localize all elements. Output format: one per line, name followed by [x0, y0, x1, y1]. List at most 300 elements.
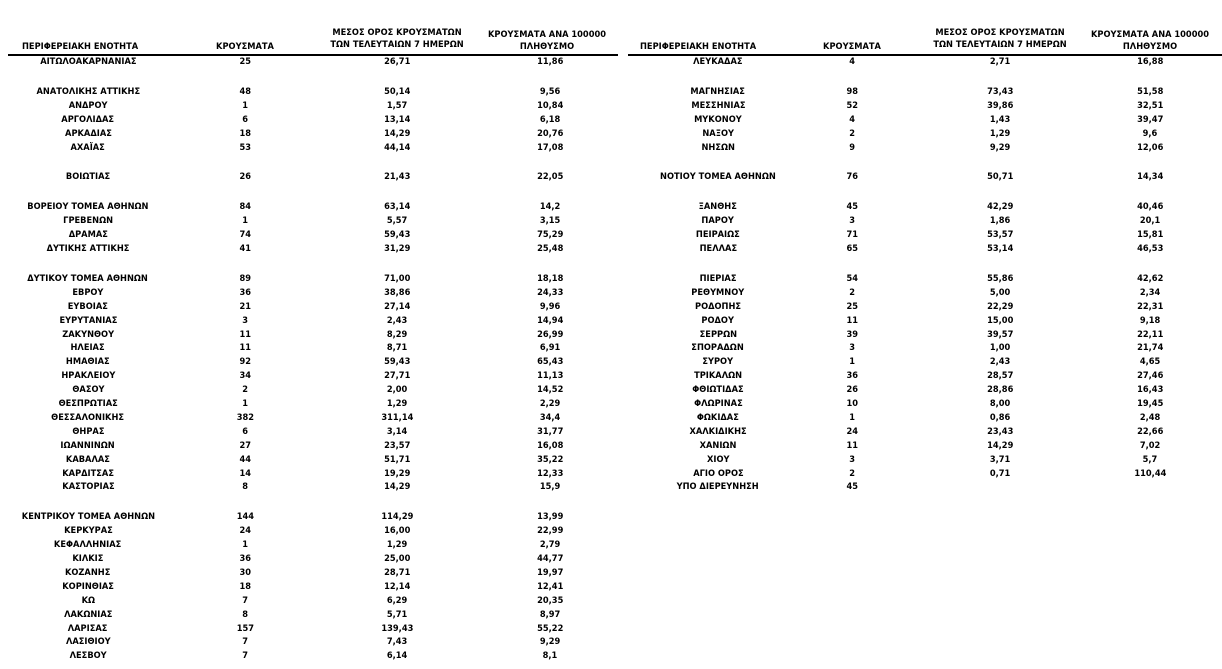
cases-value [205, 553, 285, 566]
avg-7day-value-text: 14,29 [383, 482, 411, 493]
cases-value-text: 2 [849, 128, 855, 139]
region-name-text: ΦΘΙΩΤΙΔΑΣ [692, 385, 744, 396]
table-row [0, 426, 1222, 439]
cases-value-text: 25 [239, 57, 251, 67]
per-100k-value-text: 26,99 [536, 329, 564, 340]
avg-7day-value-text: 28,71 [383, 567, 411, 578]
region-name-text: ΦΛΩΡΙΝΑΣ [693, 399, 743, 409]
per-100k-value-text: 32,51 [1136, 100, 1164, 111]
right-header-avg-line1: ΜΕΣΟΣ ΟΡΟΣ ΚΡΟΥΣΜΑΤΩΝ [935, 28, 1065, 38]
cases-value-text: 18 [239, 128, 251, 139]
cases-value-text: 98 [846, 86, 858, 97]
cases-value [812, 384, 892, 397]
avg-7day-value-text: 114,29 [381, 512, 413, 523]
cases-value-text: 24 [239, 526, 251, 537]
per-100k-value-text: 12,33 [536, 468, 564, 479]
avg-7day-value [920, 229, 1080, 242]
cases-value [812, 481, 892, 494]
left-header-per-line1: ΚΡΟΥΣΜΑΤΑ ΑΝΑ 100000 [488, 30, 606, 40]
region-name [8, 511, 168, 524]
cases-value [205, 525, 285, 538]
per-100k-value-text: 5,7 [1142, 454, 1158, 465]
per-100k-value [1090, 229, 1210, 242]
per-100k-value [490, 511, 610, 524]
per-100k-value [1090, 329, 1210, 342]
cases-value [812, 229, 892, 242]
avg-7day-value-text: 23,57 [383, 440, 411, 451]
cases-value [812, 215, 892, 228]
avg-7day-value [920, 56, 1080, 69]
region-name-text: ΝΟΤΙΟΥ ΤΟΜΕΑ ΑΘΗΝΩΝ [660, 172, 776, 183]
avg-7day-value-text: 1,43 [989, 114, 1011, 125]
region-name-text: ΚΟΡΙΝΘΙΑΣ [62, 581, 114, 592]
cases-value-text: 1 [242, 399, 248, 409]
per-100k-value-text: 9,96 [539, 301, 561, 312]
region-name [628, 114, 808, 127]
region-name-text: ΝΑΞΟΥ [702, 128, 734, 139]
avg-7day-value-text: 8,00 [989, 399, 1011, 409]
cases-value [205, 609, 285, 622]
per-100k-value-text: 22,66 [1136, 426, 1164, 437]
avg-7day-value-text: 6,14 [386, 651, 408, 662]
table-row [0, 229, 1222, 242]
avg-7day-value-text: 0,86 [989, 412, 1011, 423]
cases-value [812, 273, 892, 286]
avg-7day-value-text: 1,57 [386, 100, 408, 111]
per-100k-value [1090, 215, 1210, 228]
region-name [628, 342, 808, 355]
per-100k-value [1090, 301, 1210, 314]
region-name [628, 215, 808, 228]
per-100k-value [1090, 412, 1210, 425]
avg-7day-value-text: 27,14 [383, 301, 411, 312]
avg-7day-value-text: 8,71 [386, 343, 408, 354]
cases-value-text: 157 [236, 623, 254, 634]
region-name [628, 426, 808, 439]
region-name-text: ΛΑΣΙΘΙΟΥ [65, 637, 111, 648]
cases-value-text: 144 [236, 512, 254, 523]
per-100k-value-text: 20,76 [536, 128, 564, 139]
avg-7day-value-text: 1,29 [386, 399, 408, 409]
region-name-text: ΜΕΣΣΗΝΙΑΣ [690, 100, 746, 111]
per-100k-value-text: 22,05 [536, 172, 564, 183]
region-name [8, 623, 168, 636]
cases-value-text: 65 [846, 244, 858, 254]
cases-value-text: 54 [846, 273, 858, 284]
cases-value-text: 7 [242, 637, 248, 648]
region-name-text: ΧΙΟΥ [706, 454, 730, 465]
per-100k-value [1090, 426, 1210, 439]
per-100k-value-text: 11,13 [536, 371, 564, 382]
per-100k-value-text: 39,47 [1136, 114, 1164, 125]
avg-7day-value-text: 2,43 [386, 315, 408, 326]
per-100k-value-text: 55,22 [536, 623, 564, 634]
region-name [8, 581, 168, 594]
region-name [628, 100, 808, 113]
per-100k-value-text: 9,56 [539, 86, 561, 97]
avg-7day-value-text: 311,14 [381, 412, 413, 423]
region-name-text: ΠΕΙΡΑΙΩΣ [696, 230, 740, 241]
cases-value [812, 370, 892, 383]
left-header-cases: ΚΡΟΥΣΜΑΤΑ [216, 42, 274, 52]
cases-value-text: 36 [239, 554, 251, 564]
region-name-text: ΛΕΥΚΑΔΑΣ [693, 57, 743, 67]
table-row [0, 398, 1222, 411]
per-100k-value [1090, 86, 1210, 99]
table-row [0, 440, 1222, 453]
region-name-text: ΠΕΛΛΑΣ [699, 244, 737, 254]
region-name-text: ΤΡΙΚΑΛΩΝ [693, 371, 742, 382]
table-row [0, 315, 1222, 328]
table-row [0, 511, 1222, 524]
per-100k-value [1090, 273, 1210, 286]
region-name-text: ΣΠΟΡΑΔΩΝ [691, 343, 745, 354]
avg-7day-value [920, 128, 1080, 141]
right-header-per-line2: ΠΛΗΘΥΣΜΟ [1122, 42, 1178, 52]
cases-value [205, 581, 285, 594]
cases-value-text: 2 [849, 287, 855, 298]
table-row [0, 56, 1222, 69]
region-name [8, 650, 168, 663]
region-name [628, 56, 808, 69]
per-100k-value-text: 9,6 [1142, 128, 1158, 139]
region-name-text: ΕΥΒΟΙΑΣ [67, 301, 109, 312]
per-100k-value [1090, 468, 1210, 481]
region-name [8, 636, 168, 649]
region-name-text: ΘΕΣΣΑΛΟΝΙΚΗΣ [51, 412, 125, 423]
per-100k-value-text: 35,22 [536, 454, 564, 465]
per-100k-value-text: 17,08 [536, 142, 564, 153]
per-100k-value-text: 20,35 [536, 595, 564, 606]
cases-value-text: 1 [242, 216, 248, 227]
cases-value-text: 48 [239, 86, 251, 97]
avg-7day-value-text: 50,71 [986, 172, 1014, 183]
left-header-avg-line1: ΜΕΣΟΣ ΟΡΟΣ ΚΡΟΥΣΜΑΤΩΝ [332, 28, 462, 38]
cases-value [812, 468, 892, 481]
region-name-text: ΝΗΣΩΝ [701, 142, 735, 153]
avg-7day-value-text: 1,86 [989, 216, 1011, 227]
region-name-text: ΚΩ [81, 595, 95, 606]
per-100k-value-text: 15,81 [1136, 230, 1164, 241]
cases-value-text: 36 [239, 287, 251, 298]
avg-7day-value [317, 511, 477, 524]
per-100k-value-text: 4,65 [1139, 357, 1161, 368]
cases-value [205, 511, 285, 524]
avg-7day-value [920, 86, 1080, 99]
table-row [0, 201, 1222, 214]
table-row [0, 287, 1222, 300]
avg-7day-value-text: 39,86 [986, 100, 1014, 111]
cases-value-text: 11 [239, 329, 251, 340]
table-row [0, 215, 1222, 228]
region-name-text: ΧΑΝΙΩΝ [699, 440, 737, 451]
left-header-per-line2: ΠΛΗΘΥΣΜΟ [519, 42, 575, 52]
region-name [628, 201, 808, 214]
per-100k-value-text: 18,18 [536, 273, 564, 284]
per-100k-value-text: 40,46 [1136, 202, 1164, 213]
table-row [0, 100, 1222, 113]
avg-7day-value [920, 426, 1080, 439]
cases-value-text: 21 [239, 301, 251, 312]
cases-value [812, 114, 892, 127]
per-100k-value-text: 2,29 [539, 399, 561, 409]
avg-7day-value [920, 454, 1080, 467]
cases-value [812, 440, 892, 453]
per-100k-value [490, 623, 610, 636]
per-100k-value-text: 27,46 [1136, 371, 1164, 382]
cases-value [812, 201, 892, 214]
avg-7day-value-text: 3,71 [989, 454, 1011, 465]
right-header-per-line1: ΚΡΟΥΣΜΑΤΑ ΑΝΑ 100000 [1091, 30, 1209, 40]
avg-7day-value-text: 6,29 [386, 595, 408, 606]
avg-7day-value-text: 71,00 [383, 273, 411, 284]
per-100k-value-text: 31,77 [536, 426, 564, 437]
region-name-text: ΞΑΝΘΗΣ [698, 202, 738, 213]
cases-value [205, 567, 285, 580]
table-row [0, 342, 1222, 355]
per-100k-value-text: 51,58 [1136, 86, 1164, 97]
cases-value-text: 52 [846, 100, 858, 111]
per-100k-value-text: 19,45 [1136, 399, 1164, 409]
region-name-text: ΑΝΑΤΟΛΙΚΗΣ ΑΤΤΙΚΗΣ [36, 86, 140, 97]
table-row [0, 567, 1222, 580]
avg-7day-value-text: 39,57 [986, 329, 1014, 340]
avg-7day-value-text: 2,71 [989, 57, 1011, 67]
cases-value [812, 287, 892, 300]
region-name-text: ΜΑΓΝΗΣΙΑΣ [690, 86, 746, 97]
cases-value-text: 1 [849, 357, 855, 368]
per-100k-value-text: 10,84 [536, 100, 564, 111]
cases-value-text: 1 [242, 540, 248, 551]
cases-value [812, 301, 892, 314]
table-row [0, 384, 1222, 397]
cases-value-text: 74 [239, 230, 251, 241]
per-100k-value [1090, 481, 1210, 494]
cases-value-text: 14 [239, 468, 251, 479]
per-100k-value-text: 14,52 [536, 385, 564, 396]
per-100k-value-text: 12,06 [1136, 142, 1164, 153]
cases-value [812, 329, 892, 342]
cases-value-text: 26 [846, 385, 858, 396]
avg-7day-value-text: 21,43 [383, 172, 411, 183]
region-name-text: ΖΑΚΥΝΘΟΥ [62, 329, 114, 340]
table-row [0, 128, 1222, 141]
table-row [0, 581, 1222, 594]
table-row [0, 595, 1222, 608]
region-name [8, 567, 168, 580]
cases-value-text: 92 [239, 357, 251, 368]
per-100k-value [1090, 398, 1210, 411]
per-100k-value-text: 21,74 [1136, 343, 1164, 354]
avg-7day-value [920, 384, 1080, 397]
per-100k-value-text: 24,33 [536, 287, 564, 298]
region-name-text: ΔΡΑΜΑΣ [68, 230, 108, 241]
cases-value-text: 6 [242, 426, 248, 437]
per-100k-value-text: 2,79 [539, 540, 561, 551]
region-name-text: ΙΩΑΝΝΙΝΩΝ [60, 440, 116, 451]
per-100k-value-text: 16,08 [536, 440, 564, 451]
region-name [628, 273, 808, 286]
avg-7day-value [920, 315, 1080, 328]
per-100k-value-text: 13,99 [536, 512, 564, 523]
region-name-text: ΒΟΡΕΙΟΥ ΤΟΜΕΑ ΑΘΗΝΩΝ [27, 202, 149, 213]
region-name [8, 539, 168, 552]
per-100k-value [1090, 100, 1210, 113]
cases-value-text: 18 [239, 581, 251, 592]
avg-7day-value-text: 14,29 [383, 128, 411, 139]
per-100k-value [1090, 114, 1210, 127]
avg-7day-value-text: 59,43 [383, 357, 411, 368]
cases-value-text: 89 [239, 273, 251, 284]
per-100k-value [1090, 384, 1210, 397]
avg-7day-value [317, 650, 477, 663]
avg-7day-value-text: 139,43 [381, 623, 413, 634]
avg-7day-value [920, 273, 1080, 286]
cases-value-text: 11 [846, 315, 858, 326]
per-100k-value-text: 3,15 [539, 216, 561, 227]
cases-value-text: 7 [242, 595, 248, 606]
avg-7day-value-text: 23,43 [986, 426, 1014, 437]
cases-value [812, 342, 892, 355]
per-100k-value [1090, 56, 1210, 69]
cases-value-text: 1 [849, 412, 855, 423]
table-row [0, 650, 1222, 663]
region-name-text: ΚΟΖΑΝΗΣ [65, 567, 111, 578]
table-row [0, 623, 1222, 636]
avg-7day-value [317, 581, 477, 594]
region-name [628, 412, 808, 425]
per-100k-value-text: 6,91 [539, 343, 561, 354]
cases-value-text: 4 [849, 57, 855, 67]
cases-value-text: 27 [239, 440, 251, 451]
per-100k-value [1090, 454, 1210, 467]
avg-7day-value [920, 356, 1080, 369]
table-row [0, 553, 1222, 566]
cases-value [812, 56, 892, 69]
cases-value-text: 8 [242, 482, 248, 493]
avg-7day-value-text: 28,57 [986, 371, 1014, 382]
cases-value-text: 7 [242, 651, 248, 662]
per-100k-value [490, 636, 610, 649]
region-name-text: ΕΒΡΟΥ [72, 287, 104, 298]
avg-7day-value-text: 42,29 [986, 202, 1014, 213]
avg-7day-value-text: 19,29 [383, 468, 411, 479]
per-100k-value-text: 14,34 [1136, 172, 1164, 183]
avg-7day-value-text: 1,29 [989, 128, 1011, 139]
cases-value-text: 45 [846, 482, 858, 493]
avg-7day-value [920, 301, 1080, 314]
right-header-cases: ΚΡΟΥΣΜΑΤΑ [823, 42, 881, 52]
region-name [628, 171, 808, 184]
region-name-text: ΚΑΣΤΟΡΙΑΣ [61, 482, 115, 493]
per-100k-value-text: 15,9 [539, 482, 561, 493]
cases-value-text: 382 [236, 412, 254, 423]
per-100k-value-text: 2,48 [1139, 412, 1161, 423]
cases-value [205, 650, 285, 663]
cases-value-text: 4 [849, 114, 855, 125]
region-name-text: ΕΥΡΥΤΑΝΙΑΣ [59, 315, 117, 326]
cases-value-text: 11 [846, 440, 858, 451]
avg-7day-value [920, 342, 1080, 355]
cases-value [812, 412, 892, 425]
region-name [628, 142, 808, 155]
region-name [628, 356, 808, 369]
per-100k-value-text: 65,43 [536, 357, 564, 368]
avg-7day-value [920, 468, 1080, 481]
cases-value-text: 3 [242, 315, 248, 326]
region-name-text: ΚΕΦΑΛΛΗΝΙΑΣ [54, 540, 122, 551]
region-name-text: ΡΟΔΟΥ [701, 315, 735, 326]
per-100k-value-text: 2,34 [1139, 287, 1161, 298]
per-100k-value-text: 8,1 [542, 651, 558, 662]
right-header-avg-line2: ΤΩΝ ΤΕΛΕΥΤΑΙΩΝ 7 ΗΜΕΡΩΝ [933, 40, 1067, 50]
avg-7day-value-text: 59,43 [383, 230, 411, 241]
per-100k-value-text: 6,18 [539, 114, 561, 125]
cases-value [812, 398, 892, 411]
cases-value [205, 636, 285, 649]
avg-7day-value-text: 27,71 [383, 371, 411, 382]
region-name-text: ΑΡΓΟΛΙΔΑΣ [61, 114, 115, 125]
avg-7day-value-text: 25,00 [383, 554, 411, 564]
region-name [628, 468, 808, 481]
table-row [0, 609, 1222, 622]
avg-7day-value [920, 100, 1080, 113]
region-name [628, 301, 808, 314]
avg-7day-value-text: 9,29 [989, 142, 1011, 153]
region-name [628, 128, 808, 141]
avg-7day-value-text: 2,43 [989, 357, 1011, 368]
region-name [8, 525, 168, 538]
table-row [0, 454, 1222, 467]
per-100k-value-text: 44,77 [536, 554, 564, 564]
region-name-text: ΛΕΣΒΟΥ [69, 651, 107, 662]
avg-7day-value-text: 44,14 [383, 142, 411, 153]
avg-7day-value-text: 7,43 [386, 637, 408, 648]
cases-value [812, 356, 892, 369]
region-name-text: ΑΙΤΩΛΟΑΚΑΡΝΑΝΙΑΣ [39, 57, 137, 67]
region-name [628, 454, 808, 467]
cases-value [812, 142, 892, 155]
avg-7day-value-text: 22,29 [986, 301, 1014, 312]
region-name-text: ΠΑΡΟΥ [701, 216, 735, 227]
per-100k-value [1090, 287, 1210, 300]
table-row [0, 243, 1222, 256]
per-100k-value [1090, 342, 1210, 355]
region-name-text: ΣΕΡΡΩΝ [699, 329, 737, 340]
region-name-text: ΘΗΡΑΣ [71, 426, 105, 437]
region-name-text: ΚΑΒΑΛΑΣ [65, 454, 111, 465]
avg-7day-value-text: 28,86 [986, 385, 1014, 396]
region-name [628, 86, 808, 99]
avg-7day-value [920, 440, 1080, 453]
per-100k-value-text: 46,53 [1136, 244, 1164, 254]
region-name-text: ΘΕΣΠΡΩΤΙΑΣ [58, 399, 118, 409]
cases-value-text: 44 [239, 454, 251, 465]
region-name-text: ΠΙΕΡΙΑΣ [699, 273, 737, 284]
avg-7day-value [920, 201, 1080, 214]
cases-value [812, 315, 892, 328]
avg-7day-value-text: 26,71 [383, 57, 411, 67]
cases-value [812, 100, 892, 113]
region-name-text: ΚΕΡΚΥΡΑΣ [63, 526, 113, 537]
table-row [0, 481, 1222, 494]
per-100k-value [1090, 128, 1210, 141]
avg-7day-value-text: 3,14 [386, 426, 408, 437]
left-header-region: ΠΕΡΙΦΕΡΕΙΑΚΗ ΕΝΟΤΗΤΑ [22, 42, 139, 52]
region-name [628, 370, 808, 383]
cases-value-text: 2 [242, 385, 248, 396]
cases-value-text: 3 [849, 454, 855, 465]
